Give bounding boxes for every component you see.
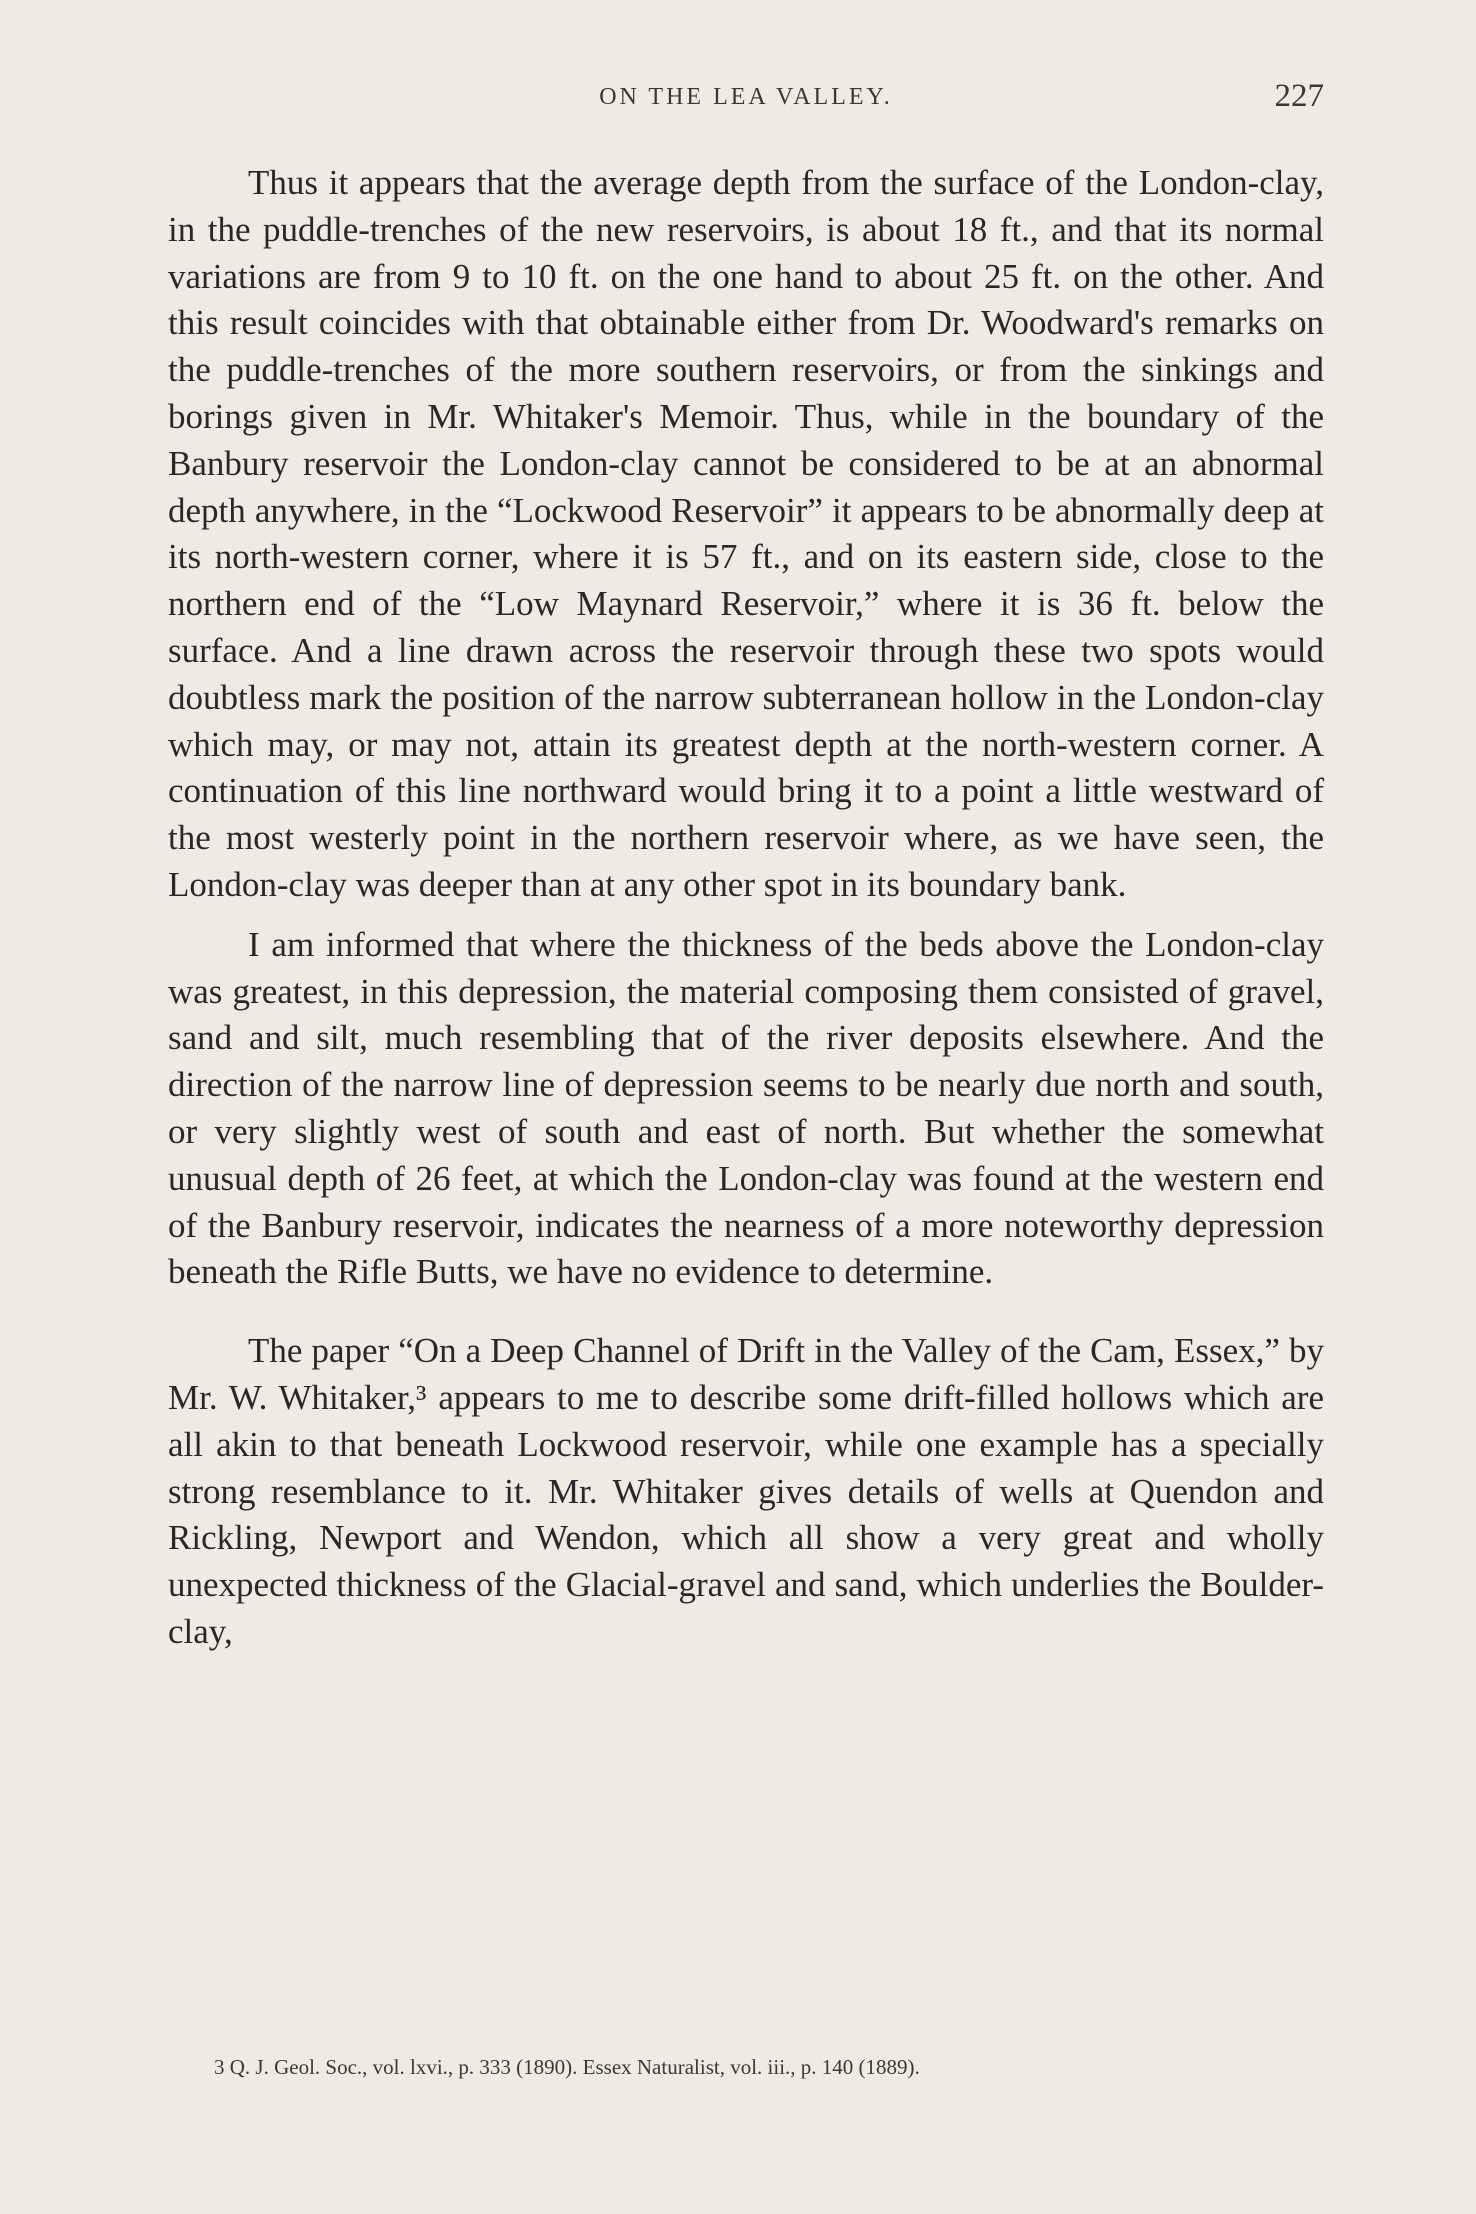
page-number: 227 [1274, 78, 1324, 114]
paragraph-lockwood-depths: Thus it appears that the average depth from the surface of the London-clay, in the puddle-trenches of the new reservoirs, is about 18 ft., and that its normal variations are from 9 to 10 ft. on the one hand to about 25 ft. on the other. And this result coincides with that obtainable either from Dr. Woodward's remarks on the puddle-trenches of the more southern reservoirs, or from the sinkings and borings given in Mr. Whitaker's Memoir. Thus, while in the boundary of the Banbury reservoir the London-clay cannot be considered to be at an abnormal depth anywhere, in the “Lockwood Reservoir” it appears to be abnormally deep at its north-western corner, where it is 57 ft., and on its eastern side, close to the northern end of the “Low Maynard Reservoir,” where it is 36 ft. below the surface. And a line drawn across the reservoir through these two spots would doubtless mark the position of the narrow subterranean hollow in the London-clay which may, or may not, attain its greatest depth at the north-western corner. A continuation of this line northward would bring it to a point a little westward of the most westerly point in the northern reservoir where, as we have seen, the London-clay was deeper than at any other spot in its boundary bank. [168, 163, 1324, 904]
footnote: 3 Q. J. Geol. Soc., vol. lxvi., p. 333 (1890). Essex Naturalist, vol. iii., p. 140 (1889). [214, 2055, 920, 2079]
paragraph-cam-channel: The paper “On a Deep Channel of Drift in the Valley of the Cam, Essex,” by Mr. W. Whitaker,³ appears to me to describe some drift-filled hollows which are all akin to that beneath Lockwood reservoir, while one example has a specially strong resemblance to it. Mr. Whitaker gives details of wells at Quendon and Rickling, Newport and Wendon, which all show a very great and wholly unexpected thickness of the Glacial-gravel and sand, which underlies the Boulder-clay, [168, 1331, 1324, 1651]
running-head [168, 78, 1324, 122]
paragraph-depression-material: I am informed that where the thickness of the beds above the London-clay was greatest, in this depression, the material composing them consisted of gravel, sand and silt, much resembling that of the river deposits elsewhere. And the direction of the narrow line of depression seems to be nearly due north and south, or very slightly west of south and east of north. But whether the somewhat unusual depth of 26 feet, at which the London-clay was found at the western end of the Banbury reservoir, indicates the nearness of a more noteworthy depression beneath the Rifle Butts, we have no evidence to determine. [168, 924, 1324, 1292]
body-text [168, 160, 1324, 1656]
running-title: ON THE LEA VALLEY. [599, 84, 893, 110]
